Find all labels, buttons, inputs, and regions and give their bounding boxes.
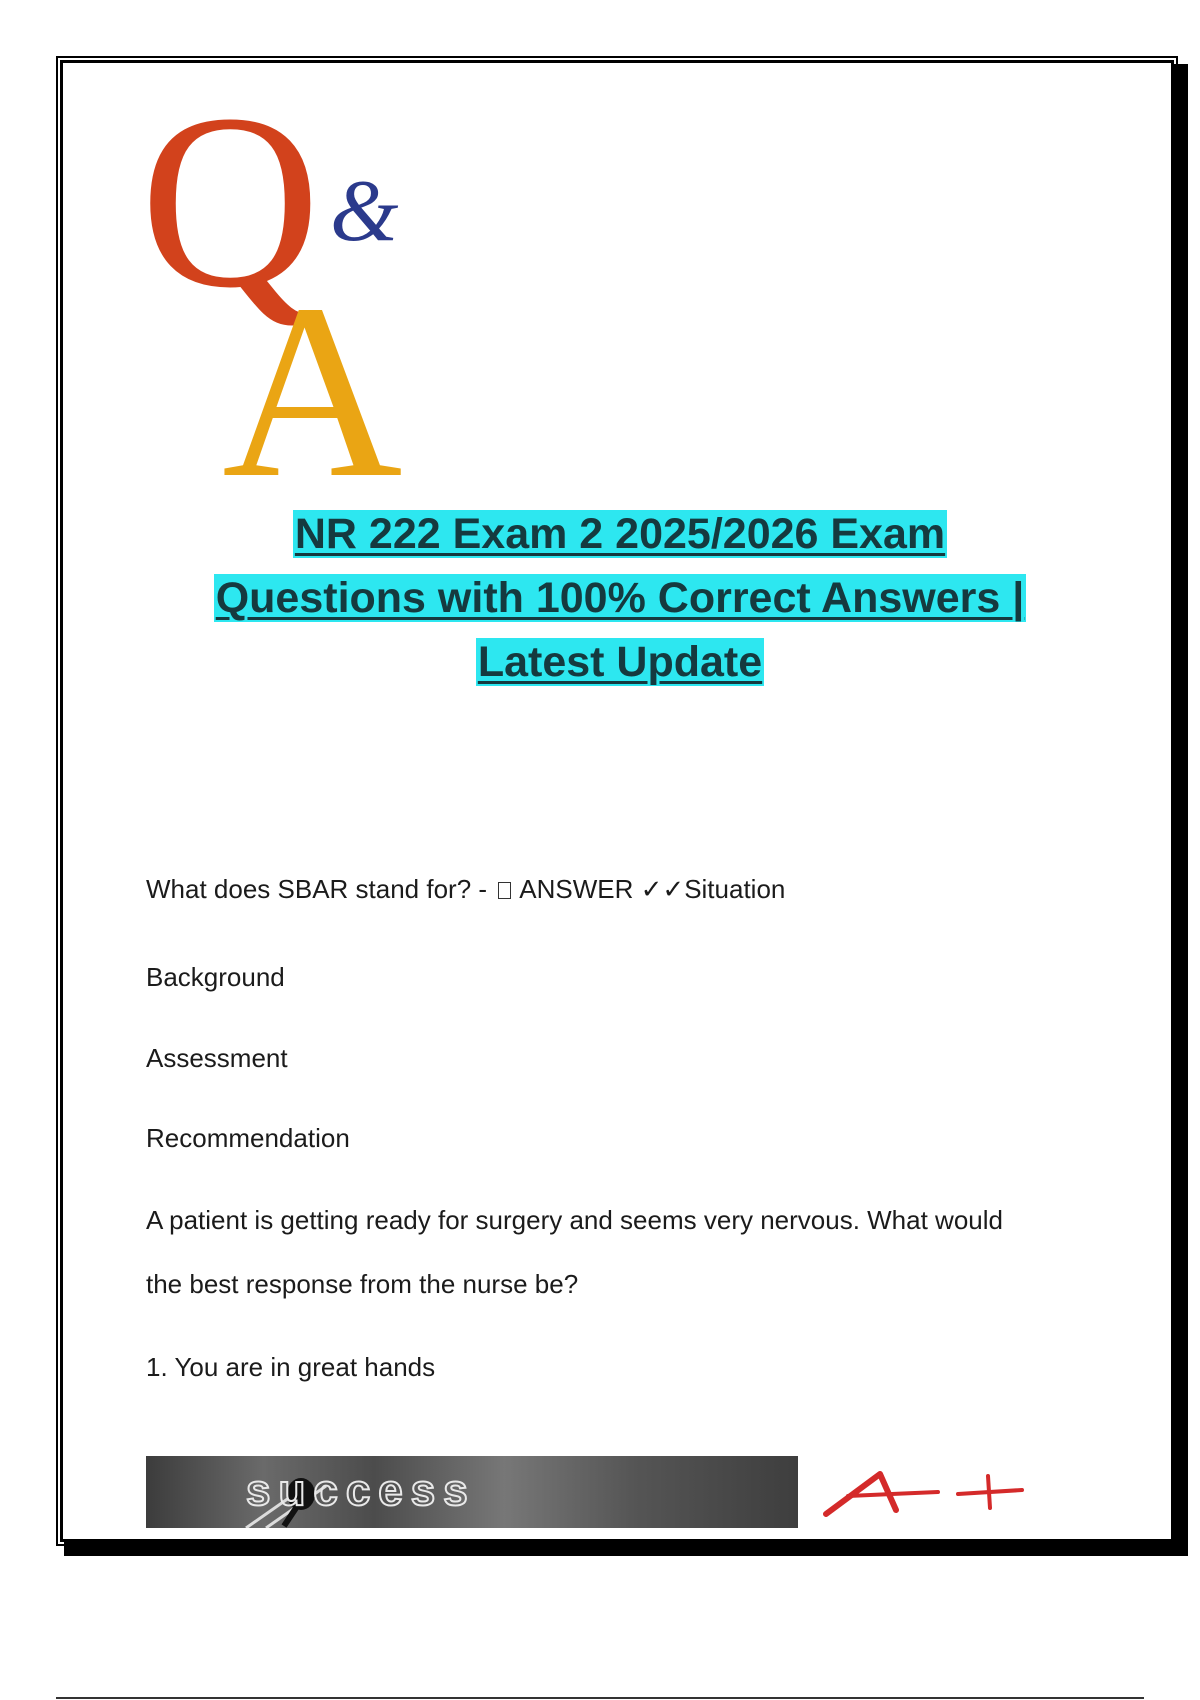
question-sbar-text: What does SBAR stand for? - <box>146 874 495 904</box>
a-plus-badge-icon <box>818 1464 1028 1520</box>
logo-a-letter: A <box>222 253 403 490</box>
logo-q-letter: Q <box>140 70 321 340</box>
logo-ampersand: & <box>330 163 399 260</box>
footer-rule <box>56 1697 1144 1699</box>
qa-logo <box>130 70 450 490</box>
question-sbar <box>146 874 785 905</box>
answer-assessment: Assessment <box>146 1043 288 1073</box>
answer-background: Background <box>146 962 285 992</box>
checkbox-icon <box>498 882 511 899</box>
answer-situation: ANSWER ✓✓Situation <box>519 874 786 904</box>
option-1: 1. You are in great hands <box>146 1352 436 1382</box>
success-banner-image <box>146 1456 798 1528</box>
question-surgery-line-1: A patient is getting ready for surgery and seems very nervous. What would <box>146 1205 1003 1235</box>
title-line-2: Questions with 100% Correct Answers | <box>215 574 1025 622</box>
title-line-1: NR 222 Exam 2 2025/2026 Exam <box>294 510 946 558</box>
question-surgery-line-2: the best response from the nurse be? <box>146 1269 579 1299</box>
success-word: success <box>246 1466 476 1515</box>
title-line-3: Latest Update <box>477 638 763 686</box>
document-title <box>130 502 1110 694</box>
answer-recommendation: Recommendation <box>146 1123 350 1153</box>
